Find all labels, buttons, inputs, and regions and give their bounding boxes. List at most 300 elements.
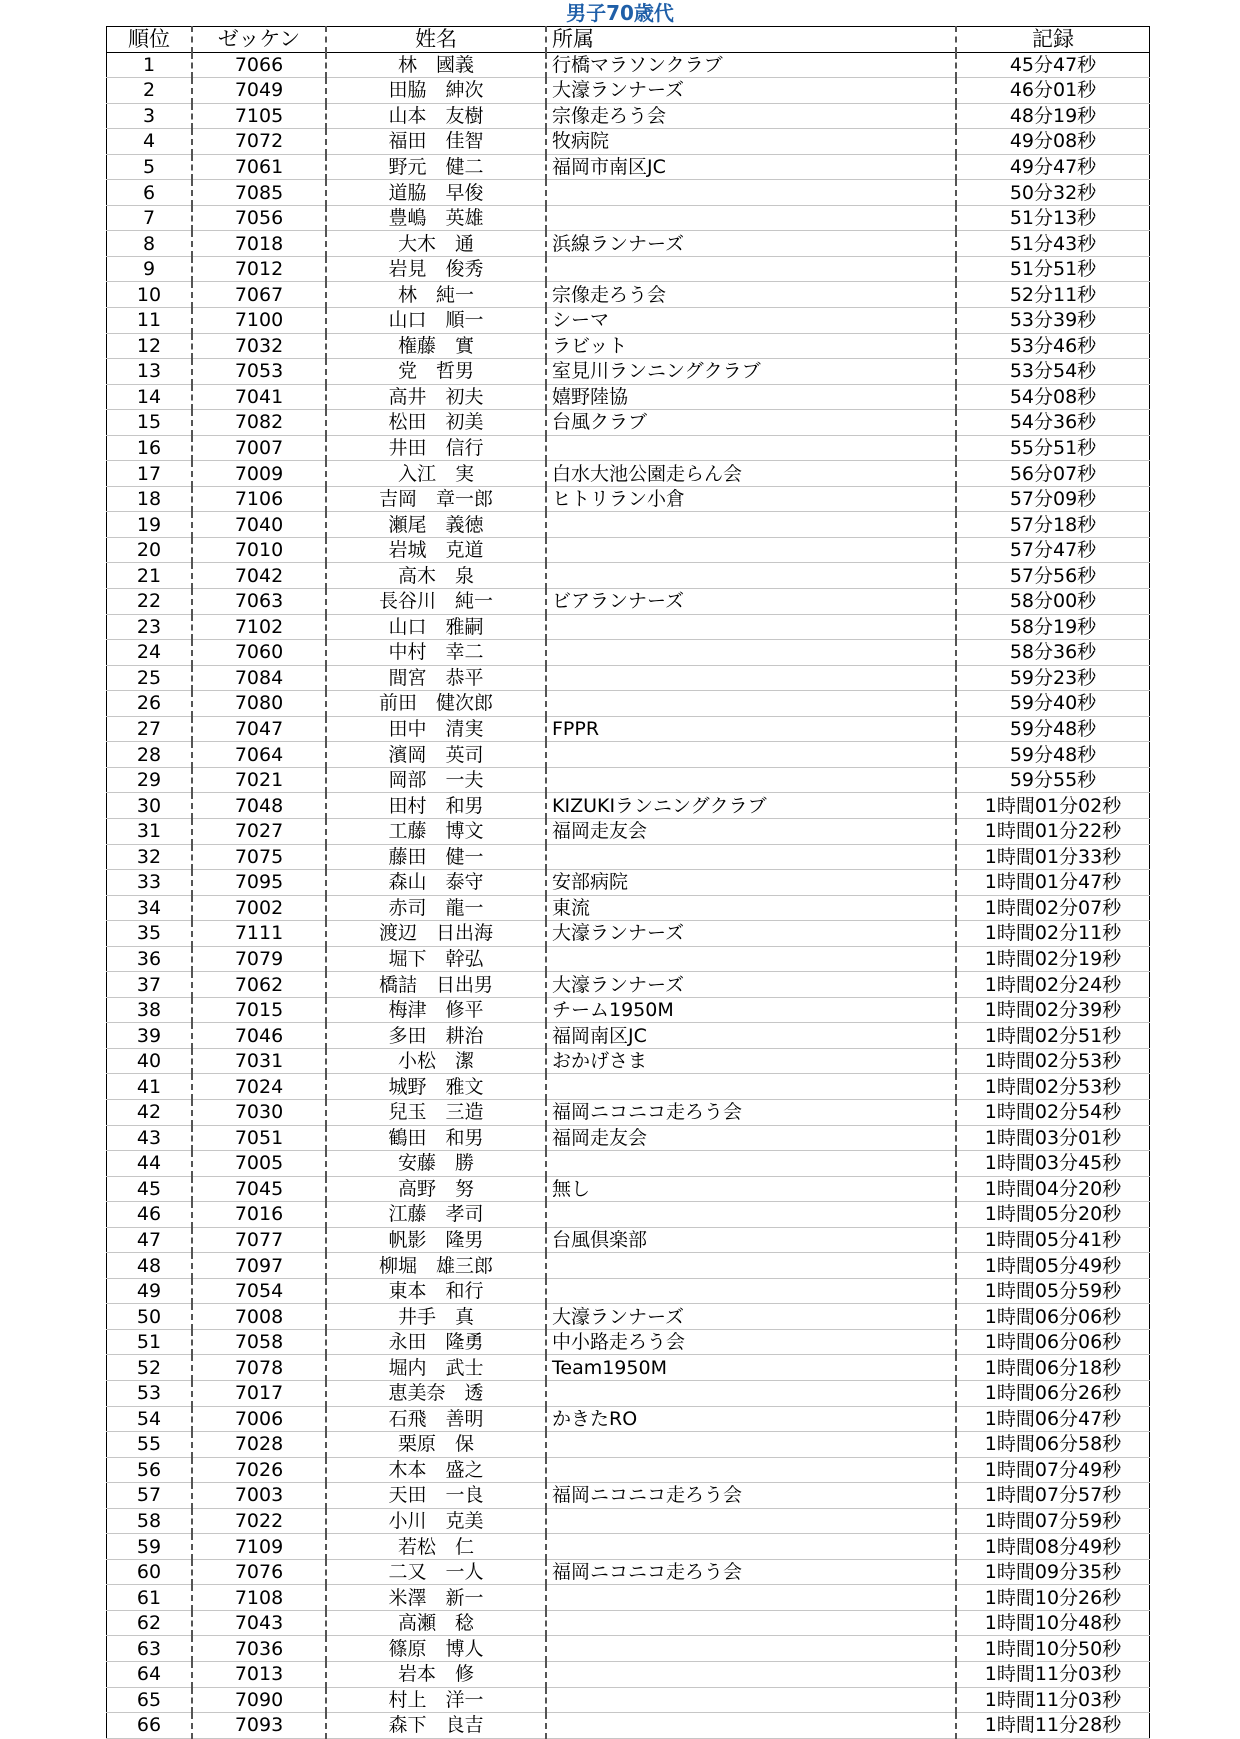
time-cell: 57分47秒 [956, 537, 1150, 563]
rank-cell: 60 [107, 1559, 193, 1585]
rank-cell: 45 [107, 1176, 193, 1202]
name-cell: 吉岡 章一郎 [326, 486, 546, 512]
bib-cell: 7097 [192, 1253, 326, 1279]
name-cell: 岩見 俊秀 [326, 256, 546, 282]
time-cell: 51分51秒 [956, 256, 1150, 282]
bib-cell: 7108 [192, 1585, 326, 1611]
rank-cell: 50 [107, 1304, 193, 1330]
bib-cell: 7040 [192, 512, 326, 538]
bib-cell: 7075 [192, 844, 326, 870]
table-row [107, 640, 1150, 666]
bib-cell: 7090 [192, 1687, 326, 1713]
table-row [107, 1304, 1150, 1330]
name-cell: 岡部 一夫 [326, 767, 546, 793]
table-row [107, 435, 1150, 461]
time-cell: 1時間11分03秒 [956, 1687, 1150, 1713]
bib-cell: 7061 [192, 154, 326, 180]
time-cell: 1時間06分18秒 [956, 1355, 1150, 1381]
club-cell [546, 665, 956, 691]
page-title: 男子70歳代 [566, 1, 674, 25]
table-row [107, 589, 1150, 615]
bib-cell: 7093 [192, 1713, 326, 1739]
club-cell: 無し [546, 1176, 956, 1202]
name-cell: 高瀬 稔 [326, 1610, 546, 1636]
time-cell: 1時間10分50秒 [956, 1636, 1150, 1662]
bib-cell: 7060 [192, 640, 326, 666]
club-cell [546, 256, 956, 282]
rank-cell: 14 [107, 384, 193, 410]
table-row [107, 1074, 1150, 1100]
time-cell: 50分32秒 [956, 180, 1150, 206]
table-row [107, 1687, 1150, 1713]
bib-cell: 7016 [192, 1202, 326, 1228]
table-row [107, 129, 1150, 155]
rank-cell: 27 [107, 716, 193, 742]
time-cell: 1時間01分22秒 [956, 818, 1150, 844]
table-row [107, 308, 1150, 334]
table-row [107, 1483, 1150, 1509]
name-cell: 豊嶋 英雄 [326, 205, 546, 231]
rank-cell: 30 [107, 793, 193, 819]
bib-cell: 7028 [192, 1432, 326, 1458]
name-cell: 田中 清実 [326, 716, 546, 742]
bib-cell: 7036 [192, 1636, 326, 1662]
club-cell [546, 640, 956, 666]
club-cell: 安部病院 [546, 870, 956, 896]
bib-cell: 7048 [192, 793, 326, 819]
rank-cell: 34 [107, 895, 193, 921]
name-cell: 前田 健次郎 [326, 691, 546, 717]
bib-cell: 7077 [192, 1227, 326, 1253]
rank-cell: 49 [107, 1278, 193, 1304]
club-cell [546, 1278, 956, 1304]
table-row [107, 1355, 1150, 1381]
club-cell [546, 1508, 956, 1534]
name-cell: 井手 真 [326, 1304, 546, 1330]
rank-cell: 13 [107, 359, 193, 385]
bib-cell: 7063 [192, 589, 326, 615]
bib-cell: 7032 [192, 333, 326, 359]
time-cell: 52分11秒 [956, 282, 1150, 308]
table-row [107, 282, 1150, 308]
club-cell: 中小路走ろう会 [546, 1329, 956, 1355]
club-cell [546, 614, 956, 640]
bib-cell: 7064 [192, 742, 326, 768]
table-row [107, 921, 1150, 947]
club-cell: 牧病院 [546, 129, 956, 155]
time-cell: 59分40秒 [956, 691, 1150, 717]
time-cell: 1時間11分03秒 [956, 1662, 1150, 1688]
time-cell: 53分54秒 [956, 359, 1150, 385]
rank-cell: 40 [107, 1048, 193, 1074]
rank-cell: 20 [107, 537, 193, 563]
table-row [107, 793, 1150, 819]
bib-cell: 7080 [192, 691, 326, 717]
name-cell: 小川 克美 [326, 1508, 546, 1534]
name-cell: 赤司 龍一 [326, 895, 546, 921]
club-cell: 福岡市南区JC [546, 154, 956, 180]
table-row [107, 563, 1150, 589]
time-cell: 1時間02分53秒 [956, 1048, 1150, 1074]
rank-cell: 59 [107, 1534, 193, 1560]
time-cell: 1時間11分28秒 [956, 1713, 1150, 1739]
rank-cell: 35 [107, 921, 193, 947]
bib-cell: 7007 [192, 435, 326, 461]
rank-cell: 48 [107, 1253, 193, 1279]
rank-cell: 38 [107, 997, 193, 1023]
table-row [107, 103, 1150, 129]
name-cell: 堀下 幹弘 [326, 946, 546, 972]
time-cell: 53分39秒 [956, 308, 1150, 334]
table-row [107, 1151, 1150, 1177]
bib-cell: 7024 [192, 1074, 326, 1100]
club-cell [546, 1713, 956, 1739]
time-cell: 54分36秒 [956, 410, 1150, 436]
name-cell: 村上 洋一 [326, 1687, 546, 1713]
club-cell [546, 180, 956, 206]
rank-cell: 22 [107, 589, 193, 615]
club-cell [546, 512, 956, 538]
rank-cell: 63 [107, 1636, 193, 1662]
rank-cell: 64 [107, 1662, 193, 1688]
bib-cell: 7051 [192, 1125, 326, 1151]
club-cell: 大濠ランナーズ [546, 921, 956, 947]
club-cell: 大濠ランナーズ [546, 78, 956, 104]
table-row [107, 1559, 1150, 1585]
rank-cell: 11 [107, 308, 193, 334]
time-cell: 45分47秒 [956, 52, 1150, 78]
bib-cell: 7026 [192, 1457, 326, 1483]
club-cell: 大濠ランナーズ [546, 972, 956, 998]
table-row [107, 1662, 1150, 1688]
name-cell: 多田 耕治 [326, 1023, 546, 1049]
name-cell: 山口 順一 [326, 308, 546, 334]
name-cell: 米澤 新一 [326, 1585, 546, 1611]
time-cell: 1時間05分41秒 [956, 1227, 1150, 1253]
table-row [107, 742, 1150, 768]
club-cell: 台風クラブ [546, 410, 956, 436]
club-cell: FPPR [546, 716, 956, 742]
club-cell [546, 1585, 956, 1611]
club-cell: 福岡走友会 [546, 1125, 956, 1151]
table-row [107, 1227, 1150, 1253]
name-cell: 松田 初美 [326, 410, 546, 436]
bib-cell: 7005 [192, 1151, 326, 1177]
table-row [107, 1508, 1150, 1534]
table-row [107, 1610, 1150, 1636]
time-cell: 1時間01分33秒 [956, 844, 1150, 870]
bib-cell: 7042 [192, 563, 326, 589]
club-cell [546, 1151, 956, 1177]
rank-cell: 57 [107, 1483, 193, 1509]
time-cell: 1時間02分24秒 [956, 972, 1150, 998]
time-cell: 1時間02分51秒 [956, 1023, 1150, 1049]
bib-cell: 7066 [192, 52, 326, 78]
rank-cell: 9 [107, 256, 193, 282]
time-cell: 1時間07分49秒 [956, 1457, 1150, 1483]
club-cell [546, 1687, 956, 1713]
bib-cell: 7058 [192, 1329, 326, 1355]
bib-cell: 7102 [192, 614, 326, 640]
name-cell: 濱岡 英司 [326, 742, 546, 768]
rank-cell: 6 [107, 180, 193, 206]
club-cell [546, 563, 956, 589]
name-cell: 岩本 修 [326, 1662, 546, 1688]
club-cell [546, 1636, 956, 1662]
time-cell: 51分43秒 [956, 231, 1150, 257]
club-cell: かきたRO [546, 1406, 956, 1432]
table-row [107, 716, 1150, 742]
rank-cell: 10 [107, 282, 193, 308]
bib-cell: 7021 [192, 767, 326, 793]
time-cell: 1時間06分47秒 [956, 1406, 1150, 1432]
name-cell: 梅津 修平 [326, 997, 546, 1023]
name-cell: 工藤 博文 [326, 818, 546, 844]
bib-cell: 7111 [192, 921, 326, 947]
table-row [107, 1099, 1150, 1125]
rank-cell: 53 [107, 1380, 193, 1406]
name-cell: 岩城 克道 [326, 537, 546, 563]
rank-cell: 58 [107, 1508, 193, 1534]
table-row [107, 972, 1150, 998]
bib-cell: 7056 [192, 205, 326, 231]
rank-cell: 47 [107, 1227, 193, 1253]
name-cell: 山口 雅嗣 [326, 614, 546, 640]
time-cell: 59分48秒 [956, 742, 1150, 768]
name-cell: 中村 幸二 [326, 640, 546, 666]
table-row [107, 614, 1150, 640]
club-cell: 宗像走ろう会 [546, 282, 956, 308]
table-row [107, 154, 1150, 180]
time-cell: 1時間03分45秒 [956, 1151, 1150, 1177]
club-cell [546, 1380, 956, 1406]
time-cell: 1時間02分54秒 [956, 1099, 1150, 1125]
time-cell: 59分48秒 [956, 716, 1150, 742]
rank-cell: 46 [107, 1202, 193, 1228]
time-cell: 1時間10分48秒 [956, 1610, 1150, 1636]
rank-cell: 8 [107, 231, 193, 257]
name-cell: 権藤 實 [326, 333, 546, 359]
time-cell: 1時間08分49秒 [956, 1534, 1150, 1560]
table-row [107, 333, 1150, 359]
bib-cell: 7047 [192, 716, 326, 742]
name-cell: 天田 一良 [326, 1483, 546, 1509]
time-cell: 1時間01分47秒 [956, 870, 1150, 896]
bib-cell: 7053 [192, 359, 326, 385]
table-row [107, 1636, 1150, 1662]
rank-cell: 44 [107, 1151, 193, 1177]
club-cell: 白水大池公園走らん会 [546, 461, 956, 487]
bib-cell: 7017 [192, 1380, 326, 1406]
name-cell: 藤田 健一 [326, 844, 546, 870]
name-cell: 福田 佳智 [326, 129, 546, 155]
bib-cell: 7046 [192, 1023, 326, 1049]
bib-cell: 7062 [192, 972, 326, 998]
header-time: 記録 [956, 27, 1150, 53]
rank-cell: 36 [107, 946, 193, 972]
table-row [107, 818, 1150, 844]
time-cell: 1時間07分59秒 [956, 1508, 1150, 1534]
table-row [107, 1457, 1150, 1483]
time-cell: 1時間05分49秒 [956, 1253, 1150, 1279]
bib-cell: 7045 [192, 1176, 326, 1202]
table-row [107, 256, 1150, 282]
bib-cell: 7100 [192, 308, 326, 334]
time-cell: 54分08秒 [956, 384, 1150, 410]
bib-cell: 7009 [192, 461, 326, 487]
results-table [106, 26, 1150, 1739]
time-cell: 1時間06分58秒 [956, 1432, 1150, 1458]
name-cell: 森山 泰守 [326, 870, 546, 896]
club-cell [546, 1253, 956, 1279]
club-cell: 大濠ランナーズ [546, 1304, 956, 1330]
time-cell: 1時間06分26秒 [956, 1380, 1150, 1406]
rank-cell: 5 [107, 154, 193, 180]
time-cell: 1時間02分19秒 [956, 946, 1150, 972]
bib-cell: 7054 [192, 1278, 326, 1304]
club-cell: 台風倶楽部 [546, 1227, 956, 1253]
table-row [107, 1432, 1150, 1458]
time-cell: 49分08秒 [956, 129, 1150, 155]
rank-cell: 41 [107, 1074, 193, 1100]
rank-cell: 65 [107, 1687, 193, 1713]
time-cell: 1時間02分39秒 [956, 997, 1150, 1023]
club-cell [546, 205, 956, 231]
club-cell [546, 1610, 956, 1636]
name-cell: 山本 友樹 [326, 103, 546, 129]
name-cell: 安藤 勝 [326, 1151, 546, 1177]
name-cell: 田脇 紳次 [326, 78, 546, 104]
bib-cell: 7031 [192, 1048, 326, 1074]
time-cell: 1時間02分11秒 [956, 921, 1150, 947]
rank-cell: 21 [107, 563, 193, 589]
bib-cell: 7082 [192, 410, 326, 436]
name-cell: 入江 実 [326, 461, 546, 487]
table-row [107, 1380, 1150, 1406]
time-cell: 57分18秒 [956, 512, 1150, 538]
table-row [107, 537, 1150, 563]
club-cell: 嬉野陸協 [546, 384, 956, 410]
name-cell: 鶴田 和男 [326, 1125, 546, 1151]
table-row [107, 946, 1150, 972]
time-cell: 59分55秒 [956, 767, 1150, 793]
rank-cell: 61 [107, 1585, 193, 1611]
rank-cell: 66 [107, 1713, 193, 1739]
club-cell: Team1950M [546, 1355, 956, 1381]
name-cell: 瀬尾 義徳 [326, 512, 546, 538]
table-row [107, 1329, 1150, 1355]
time-cell: 1時間05分20秒 [956, 1202, 1150, 1228]
time-cell: 1時間02分07秒 [956, 895, 1150, 921]
rank-cell: 29 [107, 767, 193, 793]
table-row [107, 1278, 1150, 1304]
table-row [107, 665, 1150, 691]
name-cell: 森下 良吉 [326, 1713, 546, 1739]
rank-cell: 37 [107, 972, 193, 998]
table-row [107, 1534, 1150, 1560]
name-cell: 橋詰 日出男 [326, 972, 546, 998]
time-cell: 1時間07分57秒 [956, 1483, 1150, 1509]
time-cell: 1時間01分02秒 [956, 793, 1150, 819]
club-cell [546, 767, 956, 793]
rank-cell: 26 [107, 691, 193, 717]
bib-cell: 7067 [192, 282, 326, 308]
name-cell: 小松 潔 [326, 1048, 546, 1074]
club-cell [546, 537, 956, 563]
name-cell: 野元 健二 [326, 154, 546, 180]
rank-cell: 15 [107, 410, 193, 436]
time-cell: 1時間05分59秒 [956, 1278, 1150, 1304]
rank-cell: 24 [107, 640, 193, 666]
table-row [107, 1585, 1150, 1611]
name-cell: 道脇 早俊 [326, 180, 546, 206]
table-row [107, 231, 1150, 257]
name-cell: 堀内 武士 [326, 1355, 546, 1381]
table-row [107, 895, 1150, 921]
time-cell: 57分56秒 [956, 563, 1150, 589]
club-cell [546, 742, 956, 768]
name-cell: 永田 隆勇 [326, 1329, 546, 1355]
table-row [107, 767, 1150, 793]
table-row [107, 486, 1150, 512]
table-row [107, 1125, 1150, 1151]
name-cell: 高木 泉 [326, 563, 546, 589]
rank-cell: 18 [107, 486, 193, 512]
rank-cell: 7 [107, 205, 193, 231]
table-row [107, 461, 1150, 487]
name-cell: 兒玉 三造 [326, 1099, 546, 1125]
header-club: 所属 [546, 27, 956, 53]
bib-cell: 7106 [192, 486, 326, 512]
rank-cell: 23 [107, 614, 193, 640]
table-row [107, 410, 1150, 436]
name-cell: 田村 和男 [326, 793, 546, 819]
name-cell: 林 純一 [326, 282, 546, 308]
bib-cell: 7030 [192, 1099, 326, 1125]
club-cell [546, 946, 956, 972]
rank-cell: 56 [107, 1457, 193, 1483]
rank-cell: 33 [107, 870, 193, 896]
club-cell: ビアランナーズ [546, 589, 956, 615]
table-row [107, 359, 1150, 385]
table-row [107, 1253, 1150, 1279]
time-cell: 51分13秒 [956, 205, 1150, 231]
time-cell: 46分01秒 [956, 78, 1150, 104]
club-cell: おかげさま [546, 1048, 956, 1074]
club-cell [546, 1202, 956, 1228]
results-body [107, 52, 1150, 1738]
club-cell: ヒトリラン小倉 [546, 486, 956, 512]
name-cell: 若松 仁 [326, 1534, 546, 1560]
club-cell: シーマ [546, 308, 956, 334]
bib-cell: 7008 [192, 1304, 326, 1330]
table-row [107, 78, 1150, 104]
time-cell: 1時間04分20秒 [956, 1176, 1150, 1202]
bib-cell: 7072 [192, 129, 326, 155]
time-cell: 55分51秒 [956, 435, 1150, 461]
time-cell: 1時間06分06秒 [956, 1329, 1150, 1355]
bib-cell: 7018 [192, 231, 326, 257]
header-bib: ゼッケン [192, 27, 326, 53]
bib-cell: 7078 [192, 1355, 326, 1381]
club-cell: 福岡南区JC [546, 1023, 956, 1049]
club-cell: 福岡ニコニコ走ろう会 [546, 1483, 956, 1509]
table-row [107, 1406, 1150, 1432]
club-cell: 福岡ニコニコ走ろう会 [546, 1099, 956, 1125]
bib-cell: 7079 [192, 946, 326, 972]
rank-cell: 19 [107, 512, 193, 538]
name-cell: 柳堀 雄三郎 [326, 1253, 546, 1279]
